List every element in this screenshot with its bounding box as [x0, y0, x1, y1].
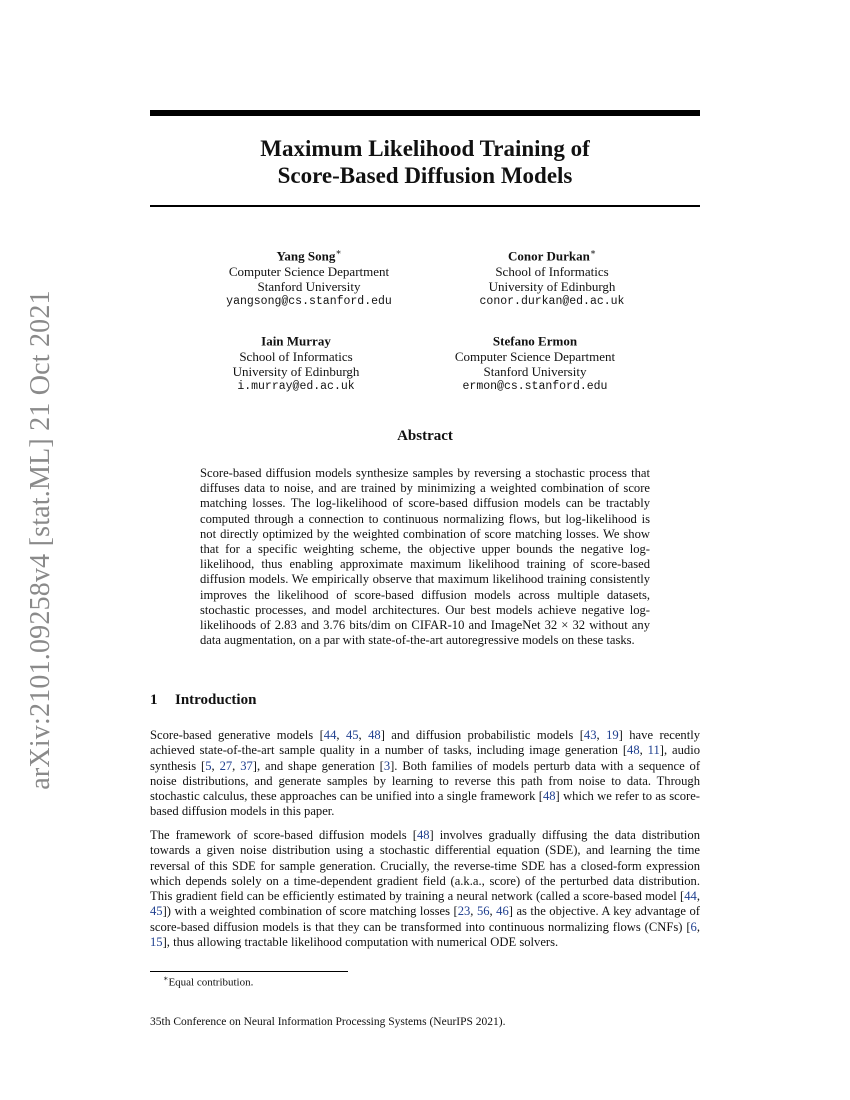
author-name: Conor Durkan∗ [508, 247, 596, 264]
section-number: 1 [150, 692, 158, 708]
author-name: Iain Murray [261, 333, 331, 349]
citation-link[interactable]: 48 [627, 743, 640, 758]
abstract-heading: Abstract [397, 428, 453, 444]
author-block [179, 245, 439, 309]
title-line-1: Maximum Likelihood Training of [260, 136, 590, 161]
citation-link[interactable]: 37 [240, 758, 253, 773]
citation-link[interactable]: 15 [150, 935, 163, 950]
section-heading [150, 692, 700, 709]
citation-link[interactable]: 23 [457, 904, 471, 919]
venue-line: 35th Conference on Neural Information Processing Systems (NeurIPS 2021). [150, 1016, 506, 1028]
section-title: Introduction [175, 692, 257, 708]
citation-link[interactable]: 6 [690, 919, 697, 934]
citation-link[interactable]: 11 [647, 743, 660, 758]
citation-link[interactable]: 43 [583, 728, 597, 742]
author-email: ermon@cs.stanford.edu [462, 379, 608, 393]
author-name: Stefano Ermon [492, 333, 578, 349]
citation-link[interactable]: 48 [368, 728, 381, 742]
citation-link[interactable]: 46 [496, 904, 509, 919]
citation-link[interactable]: 3 [383, 758, 391, 773]
citation-link[interactable]: 48 [416, 828, 430, 842]
citation-link[interactable]: 44 [323, 728, 337, 742]
title-bottom-rule [150, 205, 700, 207]
citation-link[interactable]: 48 [542, 789, 556, 804]
footnote-mark: ∗ [163, 974, 169, 983]
intro-paragraph-1: Score-based generative models [44, 45, 48] and diffusion probabilistic models [43, 19] have recently achieved state-of-the-art sample quality in a number of tasks, including image generation [48, 11], audio synthesis [5, 27, 37], and shape generation [3]. Both families of models perturb data with a sequence of noise distributions, and generate samples by learning to reverse this path from noise to data. Through stochastic calculus, these approaches can be unified into a single framework [48] which we refer to as score-based diffusion models in this paper. [150, 728, 701, 819]
author-department: School of Informatics [495, 263, 609, 279]
abstract-text: Score-based diffusion models synthesize samples by reversing a stochastic process that diffuses data to noise, and are trained by minimizing a weighted combination of score matching losses. The log-likelihood of score-based diffusion models can be tractably computed through a connection to continuous normalizing flows, but log-likelihood is not directly optimized by the weighted combination of score matching losses. We show that for a specific weighting scheme, the objective upper bounds the negative log-likelihood, thus enabling approximate maximum likelihood training of score-based diffusion models. We empirically observe that maximum likelihood training consistently improves the likelihood of score-based diffusion models across multiple datasets, stochastic processes, and model architectures. Our best models achieve negative log-likelihoods of 2.83 and 3.76 bits/dim on CIFAR-10 and ImageNet 32 × 32 without any data augmentation, on a par with state-of-the-art autoregressive models on these tasks. [200, 466, 650, 648]
author-email: yangsong@cs.stanford.edu [226, 294, 392, 308]
author-block [405, 330, 665, 394]
citation-link[interactable]: 27 [219, 758, 233, 773]
author-block [422, 245, 682, 309]
citation-link[interactable]: 56 [476, 904, 490, 919]
citation-link[interactable]: 45 [150, 904, 163, 919]
author-department: Computer Science Department [228, 263, 390, 279]
title-line-2: Score-Based Diffusion Models [277, 163, 573, 188]
paper-title [150, 135, 700, 189]
author-name: Yang Song∗ [276, 247, 342, 264]
footnote-rule [150, 971, 348, 972]
arxiv-stamp: arXiv:2101.09258v4 [stat.ML] 21 Oct 2021 [25, 290, 56, 790]
author-email: conor.durkan@ed.ac.uk [479, 294, 625, 308]
author-institution: Stanford University [483, 363, 587, 379]
author-institution: Stanford University [257, 278, 361, 294]
author-institution: University of Edinburgh [488, 278, 616, 294]
author-email: i.murray@ed.ac.uk [237, 379, 355, 393]
citation-link[interactable]: 5 [205, 758, 212, 773]
footnote-text: Equal contribution. [168, 976, 254, 989]
intro-paragraph-2: The framework of score-based diffusion models [48] involves gradually diffusing the data distribution towards a given noise distribution using a stochastic differential equation (SDE), and learning the time reversal of this SDE for sample generation. Crucially, the reverse-time SDE has a closed-form expression which depends solely on a time-dependent gradient field (a.k.a., score) of the perturbed data distribution. This gradient field can be efficiently estimated by training a neural network (called a score-based model [44, 45]) with a weighted combination of score matching losses [23, 56, 46] as the objective. A key advantage of score-based diffusion models is that they can be transformed into continuous normalizing flows (CNFs) [6, 15], thus allowing tractable likelihood computation with numerical ODE solvers. [150, 828, 700, 950]
citation-link[interactable]: 19 [606, 728, 619, 742]
title-top-rule [150, 110, 700, 116]
author-block [166, 330, 426, 394]
citation-link[interactable]: 44 [684, 889, 697, 904]
citation-link[interactable]: 45 [345, 728, 359, 742]
author-institution: University of Edinburgh [232, 363, 360, 379]
author-department: Computer Science Department [454, 348, 616, 364]
footnote [163, 974, 253, 989]
author-department: School of Informatics [239, 348, 353, 364]
